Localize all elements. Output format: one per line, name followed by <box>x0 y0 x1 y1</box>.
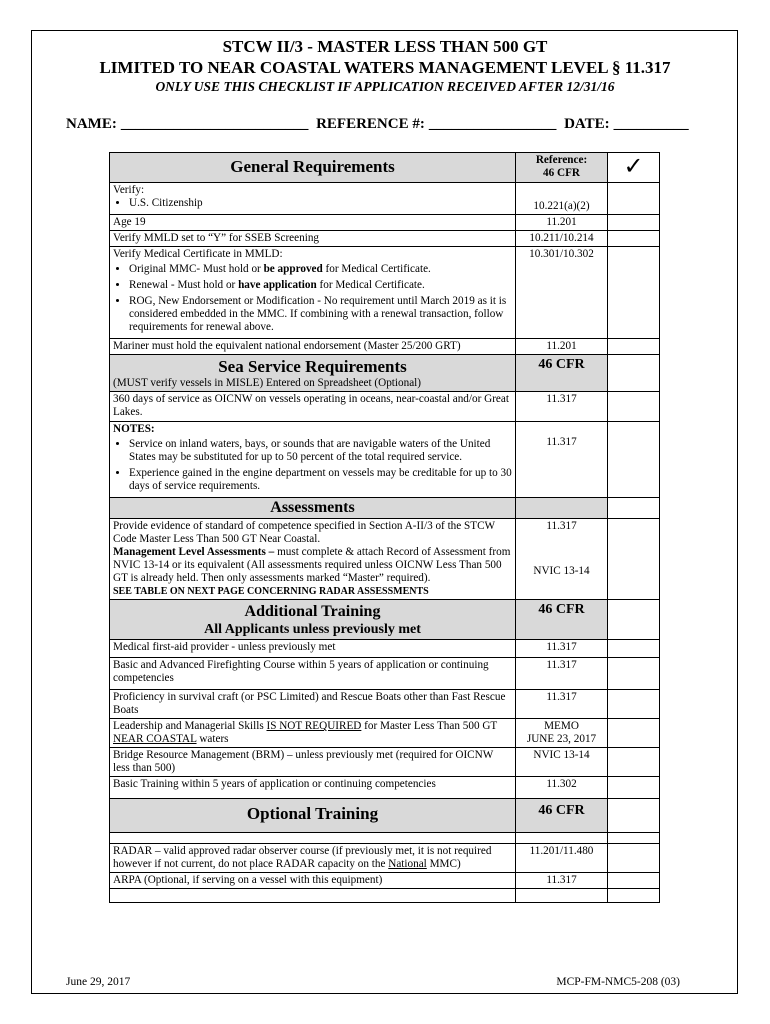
mariner-ref: 11.201 <box>516 339 608 355</box>
training-brm: Bridge Resource Management (BRM) – unless previously met (required for OICNW less than 500) <box>110 748 516 777</box>
training-header <box>110 600 516 640</box>
radar-table-note: SEE TABLE ON NEXT PAGE CONCERNING RADAR ASSESSMENTS <box>113 586 429 597</box>
mmld-ref: 10.211/10.214 <box>516 231 608 247</box>
sea-days-ref: 11.317 <box>516 392 608 422</box>
form-subtitle: LIMITED TO NEAR COASTAL WATERS MANAGEMENT LEVEL § 11.317 <box>99 58 671 77</box>
assessments-ref-header <box>516 498 608 519</box>
medical-rog: • ROG, New Endorsement or Modification - No requirement until March 2019 as it is considered embedded in the MMC. If combining with a renewal transaction, follow requirements for renewal above. <box>129 295 512 334</box>
footer-form-number: MCP-FM-NMC5-208 (03) <box>556 976 680 988</box>
medical-cell <box>110 247 516 339</box>
check-cell[interactable] <box>608 422 660 498</box>
notes-label: NOTES: <box>113 423 155 435</box>
check-cell[interactable] <box>608 355 660 392</box>
check-cell[interactable] <box>608 183 660 215</box>
management-ref: NVIC 13-14 <box>533 565 590 577</box>
check-cell[interactable] <box>608 844 660 873</box>
check-cell[interactable] <box>608 498 660 519</box>
check-cell[interactable] <box>608 777 660 799</box>
check-cell[interactable] <box>608 690 660 719</box>
sea-days-requirement: 360 days of service as OICNW on vessels operating in oceans, near-coastal and/or Great Lakes. <box>110 392 516 422</box>
citizenship-item: • U.S. Citizenship <box>129 197 512 210</box>
note-engine: • Experience gained in the engine department on vessels may be creditable for up to 30 days of service requirements. <box>129 467 512 493</box>
check-cell[interactable] <box>608 519 660 600</box>
medical-label: Verify Medical Certificate in MMLD: <box>113 248 283 260</box>
check-cell[interactable] <box>608 719 660 748</box>
general-title: General Requirements <box>230 157 395 176</box>
brm-ref: NVIC 13-14 <box>516 748 608 777</box>
training-title: Additional Training <box>244 603 381 620</box>
mariner-requirement: Mariner must hold the equivalent national endorsement (Master 25/200 GRT) <box>110 339 516 355</box>
form-title: STCW II/3 - MASTER LESS THAN 500 GT <box>222 37 548 56</box>
optional-ref-header: 46 CFR <box>516 799 608 833</box>
arpa-ref: 11.317 <box>516 873 608 889</box>
assessments-header: Assessments <box>110 498 516 519</box>
optional-header: Optional Training <box>110 799 516 833</box>
sea-service-title: Sea Service Requirements <box>218 357 407 376</box>
training-firefighting: Basic and Advanced Firefighting Course within 5 years of application or continuing competencies <box>110 658 516 690</box>
age-ref: 11.201 <box>516 215 608 231</box>
sea-service-subtitle: (MUST verify vessels in MISLE) Entered on Spreadsheet (Optional) <box>113 377 422 389</box>
check-cell[interactable] <box>608 640 660 658</box>
form-instruction: ONLY USE THIS CHECKLIST IF APPLICATION RECEIVED AFTER 12/31/16 <box>155 79 615 94</box>
general-header <box>110 153 516 183</box>
check-cell[interactable] <box>608 231 660 247</box>
firefighting-ref: 11.317 <box>516 658 608 690</box>
check-cell[interactable] <box>608 247 660 339</box>
check-cell[interactable] <box>608 873 660 889</box>
optional-radar: RADAR – valid approved radar observer course (if previously met, it is not required however if not current, do not place RADAR capacity on the National MMC) <box>110 844 516 873</box>
general-ref-header <box>516 153 608 183</box>
optional-arpa: ARPA (Optional, if serving on a vessel with this equipment) <box>110 873 516 889</box>
date-field[interactable]: __________ <box>613 116 689 132</box>
check-cell[interactable] <box>608 748 660 777</box>
age-requirement: Age 19 <box>110 215 516 231</box>
training-first-aid: Medical first-aid provider - unless previously met <box>110 640 516 658</box>
footer-date: June 29, 2017 <box>66 976 131 988</box>
management-assessments: Management Level Assessments – must complete & attach Record of Assessment from NVIC 13-14 or its equivalent (All assessments required unless OICNW Less Than 500 GT is already held. Then only assessments marked “Master” required). <box>113 546 511 584</box>
training-ref-header: 46 CFR <box>516 600 608 640</box>
mmld-requirement: Verify MMLD set to “Y” for SSEB Screening <box>110 231 516 247</box>
radar-ref: 11.201/11.480 <box>516 844 608 873</box>
name-label: NAME: <box>66 116 117 132</box>
ref-header-1: Reference: <box>535 154 588 166</box>
reference-field[interactable]: _________________ <box>428 116 557 132</box>
assessments-refs <box>516 519 608 600</box>
checkmark-icon: ✓ <box>623 154 644 180</box>
name-field[interactable]: _________________________ <box>120 116 309 132</box>
sea-service-header <box>110 355 516 392</box>
check-cell[interactable] <box>608 215 660 231</box>
survival-craft-ref: 11.317 <box>516 690 608 719</box>
verify-cell <box>110 183 516 215</box>
medical-renewal: • Renewal - Must hold or have application for Medical Certificate. <box>129 279 512 292</box>
evidence-requirement: Provide evidence of standard of competence specified in Section A-II/3 of the STCW Code Master Less Than 500 GT Near Coastal. <box>113 520 495 545</box>
assessments-cell <box>110 519 516 600</box>
sea-notes-cell <box>110 422 516 498</box>
reference-label: REFERENCE #: <box>316 116 425 132</box>
leadership-ref: MEMO JUNE 23, 2017 <box>516 719 608 748</box>
verify-label: Verify: <box>113 184 145 196</box>
citizenship-ref: 10.221(a)(2) <box>516 183 608 215</box>
check-cell[interactable] <box>608 392 660 422</box>
applicant-info-row <box>66 116 706 133</box>
first-aid-ref: 11.317 <box>516 640 608 658</box>
check-header <box>608 153 660 183</box>
ref-header-2: 46 CFR <box>543 167 580 179</box>
medical-original: • Original MMC- Must hold or be approved for Medical Certificate. <box>129 263 512 276</box>
training-leadership: Leadership and Managerial Skills IS NOT REQUIRED for Master Less Than 500 GT NEAR COASTAL waters <box>110 719 516 748</box>
training-basic: Basic Training within 5 years of application or continuing competencies <box>110 777 516 799</box>
training-subtitle: All Applicants unless previously met <box>204 622 421 637</box>
checklist-table <box>109 152 660 903</box>
check-cell[interactable] <box>608 799 660 833</box>
check-cell[interactable] <box>608 600 660 640</box>
check-cell[interactable] <box>608 339 660 355</box>
medical-ref: 10.301/10.302 <box>516 247 608 339</box>
date-label: DATE: <box>564 116 610 132</box>
training-survival-craft: Proficiency in survival craft (or PSC Limited) and Rescue Boats other than Fast Rescue Boats <box>110 690 516 719</box>
note-inland: • Service on inland waters, bays, or sounds that are navigable waters of the United States may be substituted for up to 50 percent of the total required service. <box>129 438 512 464</box>
check-cell[interactable] <box>608 658 660 690</box>
sea-notes-ref: 11.317 <box>516 422 608 498</box>
evidence-ref: 11.317 <box>546 520 577 532</box>
sea-ref-header: 46 CFR <box>516 355 608 392</box>
basic-ref: 11.302 <box>516 777 608 799</box>
